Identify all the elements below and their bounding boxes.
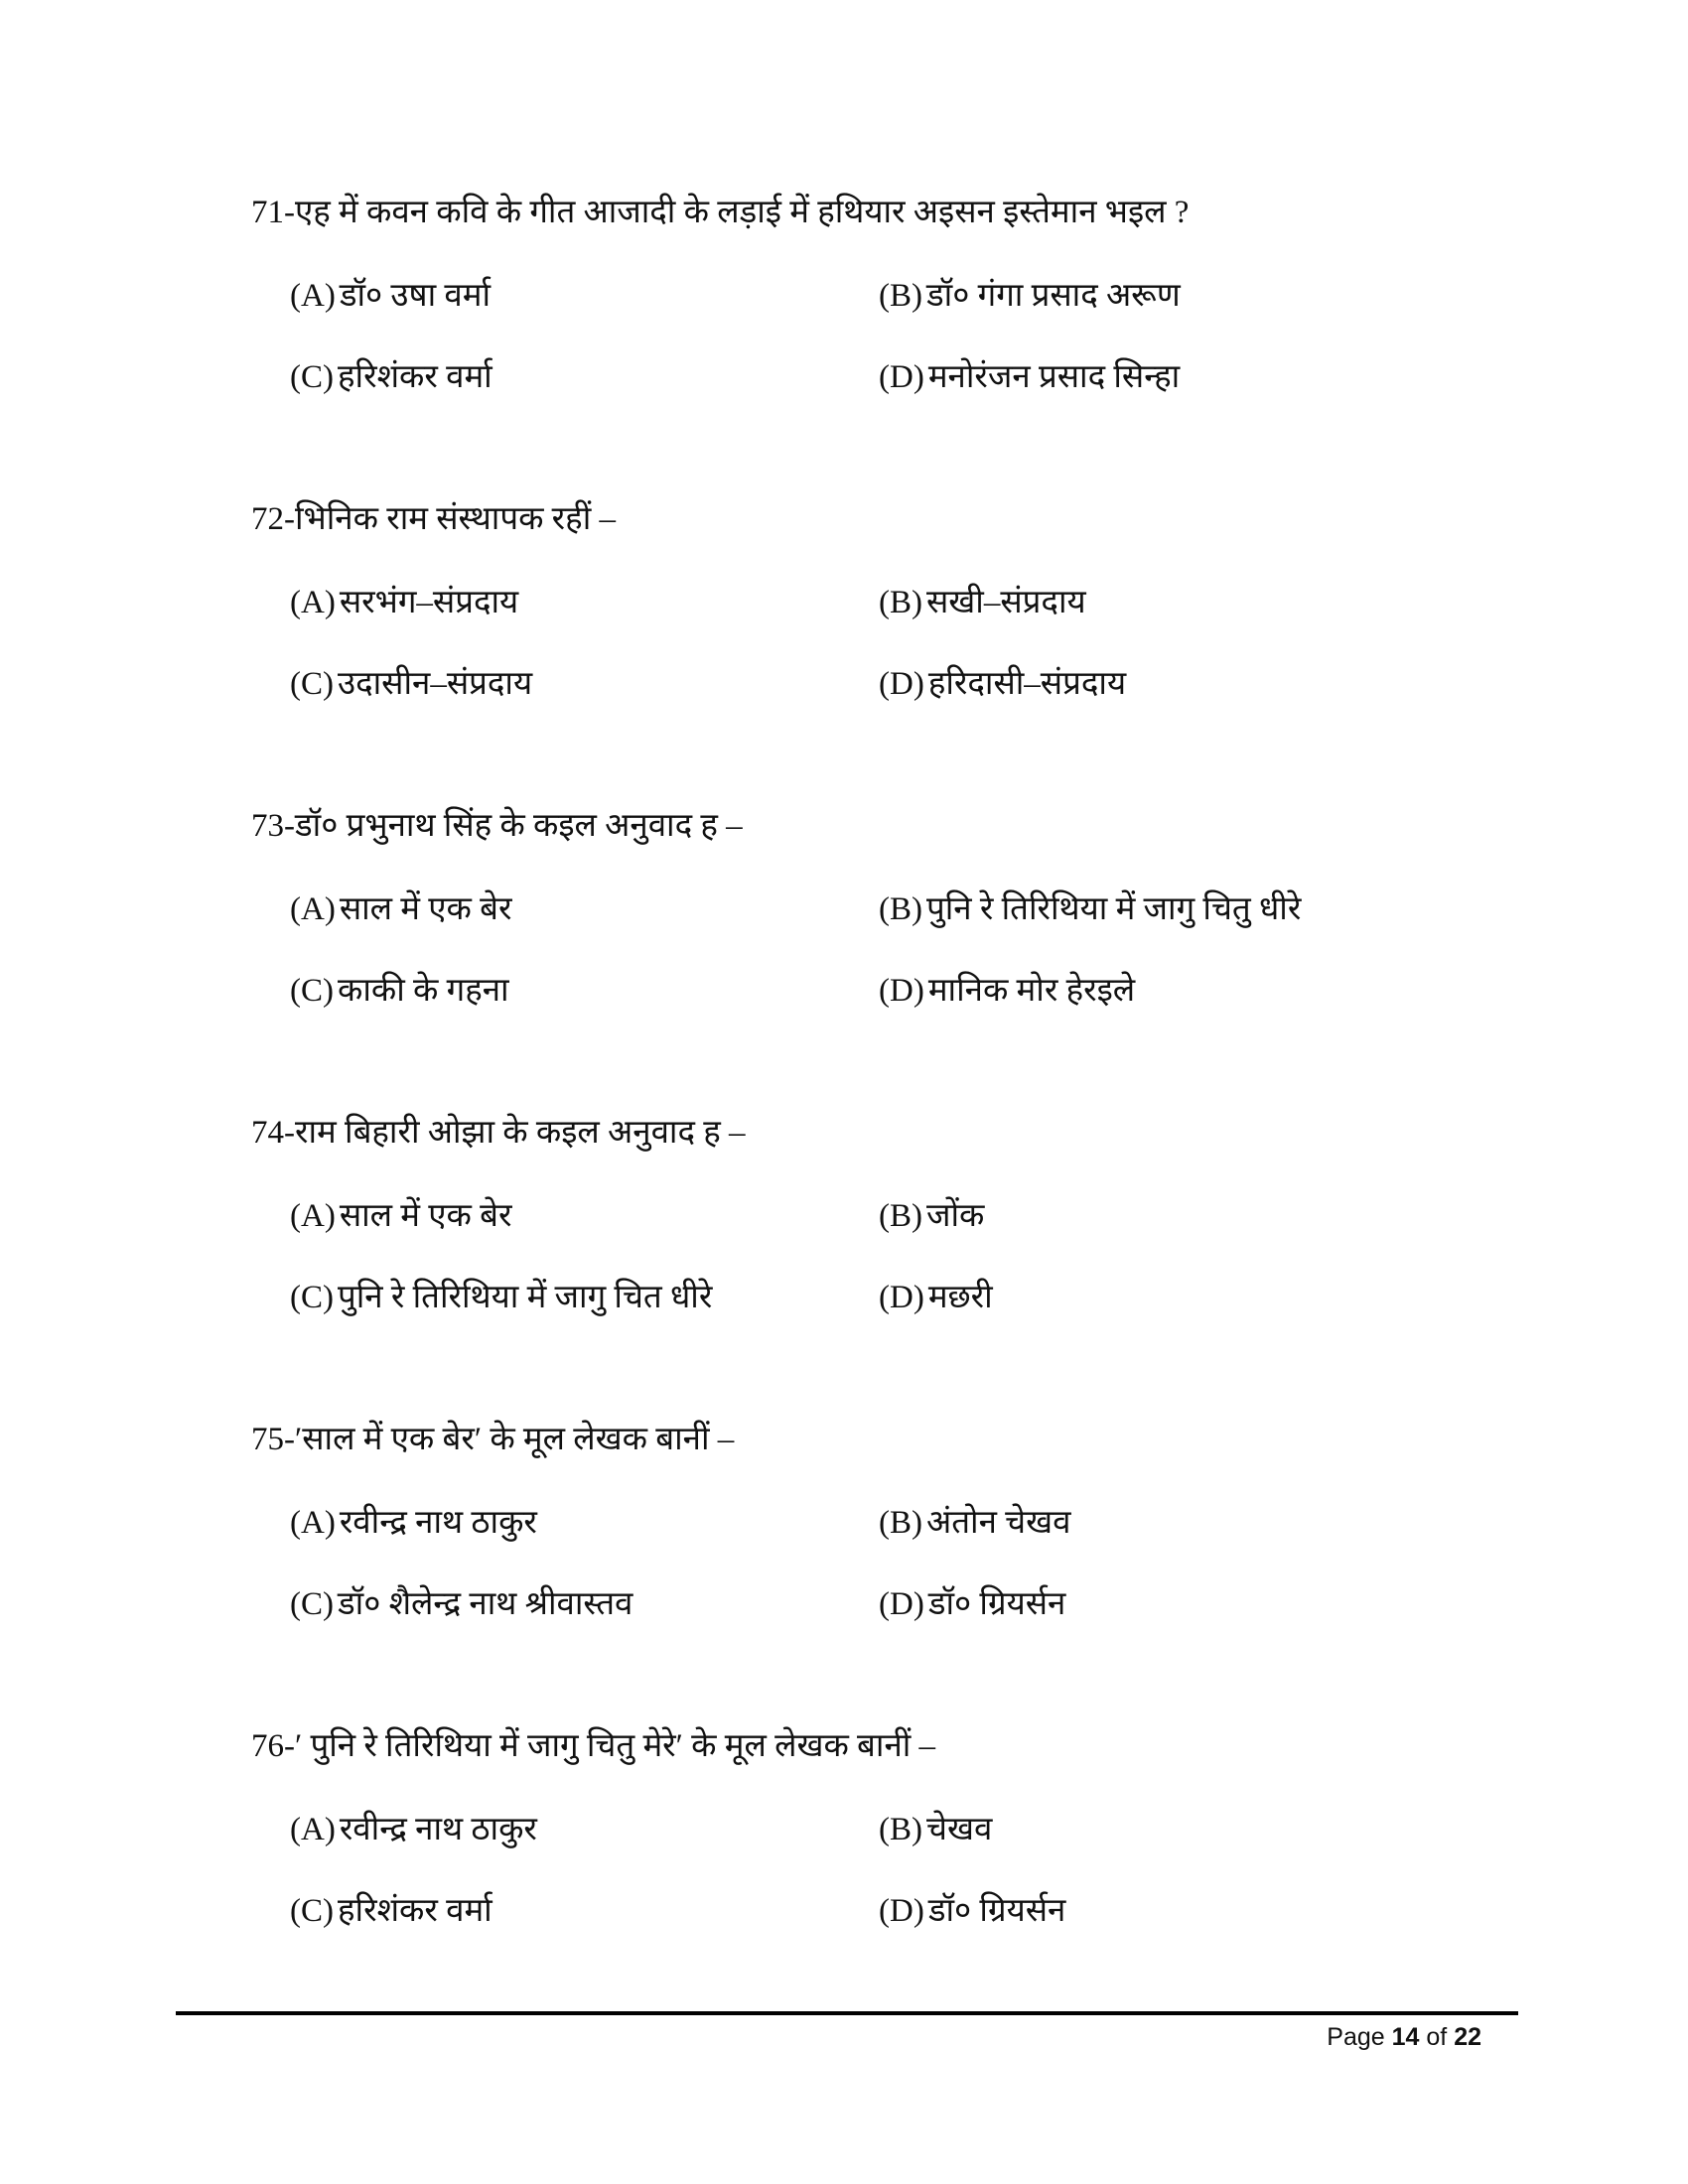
- option-label: (D): [879, 1893, 924, 1929]
- option-label: (A): [290, 1505, 336, 1541]
- question-block: [0, 1422, 1688, 1695]
- option-b: [879, 1805, 992, 1849]
- question-block: [0, 808, 1688, 1081]
- option-text: पुनि रे तिरिथिया में जागु चितु धीरे: [926, 891, 1302, 927]
- option-c: [290, 1579, 633, 1624]
- question-text: 71-एह में कवन कवि के गीत आजादी के लड़ाई में हथियार अइसन इस्तेमान भइल ?: [251, 195, 1190, 230]
- option-d: [879, 1273, 993, 1317]
- option-text: डॉ० ग्रियर्सन: [927, 1586, 1066, 1622]
- option-text: रवीन्द्र नाथ ठाकुर: [339, 1505, 537, 1541]
- option-label: (A): [290, 1198, 336, 1234]
- current-page: 14: [1391, 2023, 1420, 2051]
- option-text: चेखव: [926, 1812, 993, 1847]
- option-b: [879, 1191, 984, 1236]
- option-text: मनोरंजन प्रसाद सिन्हा: [927, 359, 1181, 395]
- option-text: मानिक मोर हेरइले: [927, 973, 1136, 1009]
- question-block: [0, 195, 1688, 468]
- option-c: [290, 659, 532, 704]
- option-text: हरिशंकर वर्मा: [338, 1893, 492, 1929]
- option-label: (A): [290, 1812, 336, 1847]
- option-text: सखी–संप्रदाय: [926, 585, 1086, 620]
- option-label: (B): [879, 1198, 922, 1234]
- option-a: [290, 1805, 537, 1849]
- option-label: (B): [879, 1812, 922, 1847]
- option-a: [290, 271, 491, 316]
- option-d: [879, 1579, 1065, 1624]
- option-label: (C): [290, 666, 334, 702]
- option-text: डॉ० शैलेन्द्र नाथ श्रीवास्तव: [338, 1586, 633, 1622]
- option-label: (C): [290, 359, 334, 395]
- option-label: (B): [879, 278, 922, 314]
- option-text: पुनि रे तिरिथिया में जागु चित धीरे: [338, 1280, 713, 1315]
- option-label: (A): [290, 278, 336, 314]
- option-b: [879, 578, 1086, 622]
- option-b: [879, 1498, 1070, 1543]
- option-text: अंतोन चेखव: [926, 1505, 1071, 1541]
- option-d: [879, 1886, 1065, 1931]
- option-label: (B): [879, 891, 922, 927]
- question-text: 76-′ पुनि रे तिरिथिया में जागु चितु मेरे′ के मूल लेखक बानीं –: [251, 1728, 936, 1764]
- option-d: [879, 966, 1135, 1011]
- question-block: [0, 501, 1688, 774]
- option-text: डॉ० उषा वर्मा: [339, 278, 492, 314]
- option-a: [290, 1498, 537, 1543]
- of-word: of: [1426, 2023, 1448, 2051]
- option-text: हरिदासी–संप्रदाय: [927, 666, 1127, 702]
- option-a: [290, 578, 518, 622]
- option-text: जोंक: [926, 1198, 985, 1234]
- option-d: [879, 352, 1180, 397]
- option-label: (A): [290, 891, 336, 927]
- option-text: रवीन्द्र नाथ ठाकुर: [339, 1812, 537, 1847]
- page-word: Page: [1327, 2023, 1385, 2051]
- option-label: (D): [879, 359, 924, 395]
- option-label: (A): [290, 585, 336, 620]
- option-label: (C): [290, 1893, 334, 1929]
- option-label: (C): [290, 1586, 334, 1622]
- page-number: [1327, 2023, 1481, 2052]
- option-c: [290, 1886, 492, 1931]
- option-c: [290, 966, 509, 1011]
- option-label: (D): [879, 666, 924, 702]
- option-text: सरभंग–संप्रदाय: [339, 585, 519, 620]
- option-text: हरिशंकर वर्मा: [338, 359, 492, 395]
- total-pages: 22: [1454, 2023, 1481, 2051]
- option-label: (D): [879, 1586, 924, 1622]
- option-d: [879, 659, 1126, 704]
- option-c: [290, 352, 492, 397]
- question-block: [0, 1115, 1688, 1388]
- option-b: [879, 885, 1301, 929]
- option-label: (B): [879, 585, 922, 620]
- option-a: [290, 1191, 511, 1236]
- option-a: [290, 885, 511, 929]
- question-text: 72-भिनिक राम संस्थापक रहीं –: [251, 501, 616, 537]
- option-text: डॉ० गंगा प्रसाद अरूण: [926, 278, 1181, 314]
- option-c: [290, 1273, 712, 1317]
- option-label: (D): [879, 1280, 924, 1315]
- option-text: डॉ० ग्रियर्सन: [927, 1893, 1066, 1929]
- question-text: 74-राम बिहारी ओझा के कइल अनुवाद ह –: [251, 1115, 746, 1151]
- option-text: काकी के गहना: [338, 973, 509, 1009]
- question-text: 73-डॉ० प्रभुनाथ सिंह के कइल अनुवाद ह –: [251, 808, 743, 844]
- option-b: [879, 271, 1181, 316]
- option-label: (B): [879, 1505, 922, 1541]
- option-text: साल में एक बेर: [339, 891, 512, 927]
- option-label: (C): [290, 1280, 334, 1315]
- question-text: 75-′साल में एक बेर′ के मूल लेखक बानीं –: [251, 1422, 735, 1457]
- option-text: मछरी: [927, 1280, 993, 1315]
- question-block: [0, 1728, 1688, 2001]
- option-label: (D): [879, 973, 924, 1009]
- option-text: साल में एक बेर: [339, 1198, 512, 1234]
- option-text: उदासीन–संप्रदाय: [338, 666, 533, 702]
- footer-divider: [176, 2011, 1518, 2015]
- option-label: (C): [290, 973, 334, 1009]
